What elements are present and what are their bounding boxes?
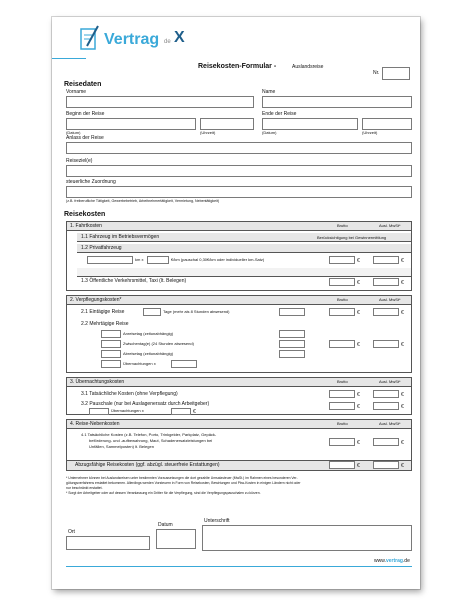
euro-symbol: € (357, 258, 360, 264)
euro-symbol: € (357, 404, 360, 410)
url-prefix: www. (374, 558, 386, 564)
r32-count-field[interactable] (89, 408, 109, 415)
footnote-1: * Unternehmer können bei Auslandsreisen unter bestimmten Voraussetzungen die dort gezahlte Umsatzsteuer (MwSt.) im Rahmen eines besonderen Ver- (66, 476, 298, 480)
ende-label: Ende der Reise (262, 111, 297, 117)
r22-label: 2.2 Mehrtägige Reise (81, 321, 129, 327)
total-brutto-field[interactable] (329, 461, 355, 469)
zwischen-field[interactable] (101, 340, 121, 348)
logo-brand: Vertrag (104, 31, 160, 48)
euro-symbol: € (357, 280, 360, 286)
euro-symbol: € (401, 463, 404, 469)
total-label: Abzugsfähige Reisekosten (ggf. abzügl. steuerfreie Erstattungen) (75, 462, 220, 468)
euro-symbol: € (401, 280, 404, 286)
r41-mwst-field[interactable] (373, 438, 399, 446)
ort-field[interactable] (66, 536, 150, 550)
r41-line3: Unfällen, Sammelposten) lt. Belegen (89, 444, 154, 449)
euro-symbol: € (401, 404, 404, 410)
r12-label: 1.2 Privatfahrzeug (81, 245, 122, 251)
zwischen-amount[interactable] (279, 340, 305, 348)
r21-tage-field[interactable] (143, 308, 161, 316)
logo-rule (52, 58, 86, 59)
zuordnung-hint: (z.B. freiberufliche Tätigkeit, Gewerbebetrieb, Arbeitnehmertätigkeit, Vermietung, Nebentätigkeit) (66, 199, 220, 203)
r12-mwst-field[interactable] (373, 256, 399, 264)
r11-label: 1.1 Fahrzeug im Betriebsvermögen (81, 234, 160, 240)
r13-label: 1.3 Öffentliche Verkehrsmittel, Taxi (lt. Belegen) (81, 278, 187, 284)
euro-symbol: € (357, 392, 360, 398)
r21-mwst-field[interactable] (373, 308, 399, 316)
footer-rule (66, 566, 412, 567)
form-subtitle: Auslandsreise (292, 64, 324, 70)
vorname-label: Vorname (66, 89, 87, 95)
r12-brutto-field[interactable] (329, 256, 355, 264)
logo (78, 24, 188, 60)
r31-mwst-field[interactable] (373, 390, 399, 398)
r13-mwst-field[interactable] (373, 278, 399, 286)
euro-symbol: € (357, 463, 360, 469)
r41-line2: beförderung- und -aufbewahrung, Maut, Schadenersatzleistungen bei (89, 438, 213, 443)
beginn-datum-hint: (Datum) (66, 130, 81, 135)
r32-count-label: Übernachtungen x (111, 408, 144, 413)
col-mwst: Ausl. MwSt* (379, 223, 401, 228)
unterschrift-field[interactable] (202, 525, 412, 551)
beginn-datum-field[interactable] (66, 118, 196, 130)
beginn-uhrzeit-field[interactable] (200, 118, 254, 130)
r21-label: 2.1 Eintägige Reise (81, 309, 125, 315)
r11-note: Berücksichtigung bei Gewinnermittlung (317, 235, 387, 240)
verpflegung-title: 2. Verpflegungskosten* (70, 297, 122, 303)
km-field[interactable] (87, 256, 133, 264)
r31-brutto-field[interactable] (329, 390, 355, 398)
anlass-field[interactable] (66, 142, 412, 154)
ueber-field[interactable] (101, 360, 121, 368)
document-page (52, 17, 420, 589)
km-label: km x (135, 257, 144, 262)
nr-label: Nr. (373, 70, 380, 76)
datum-label: Datum (158, 522, 173, 528)
ende-datum-hint: (Datum) (262, 130, 277, 135)
euro-symbol: € (357, 342, 360, 348)
neben-title: 4. Reise-Nebenkosten (70, 421, 120, 427)
logo-mark-icon: X (174, 29, 185, 46)
r22-mwst-field[interactable] (373, 340, 399, 348)
euro-symbol: € (357, 440, 360, 446)
anreise-label: Anreisetag (zeitunabhängig) (123, 331, 174, 336)
r41-brutto-field[interactable] (329, 438, 355, 446)
fahrt-title: 1. Fahrtkosten (70, 223, 102, 229)
section-uebernachtung (66, 377, 412, 415)
footnote-2: gütungsverfahrens erstattet bekommen. Allerdings werden Vorsteuern in Form von Reisekosten, Bewirtungen und Pkw-Kosten in einigen Ländern nicht oder (66, 481, 301, 485)
vorname-field[interactable] (66, 96, 254, 108)
zuordnung-field[interactable] (66, 186, 412, 198)
r32-brutto-field[interactable] (329, 402, 355, 410)
section-fahrtkosten (66, 221, 412, 291)
footnote-4: * Sorgt der Arbeitgeber oder auf dessen Veranlassung ein Dritter für die Verpflegung, sind die Verpflegungspauschalen zu kürzen. (66, 491, 261, 495)
r22-brutto-field[interactable] (329, 340, 355, 348)
r31-label: 3.1 Tatsächliche Kosten (ohne Verpflegung) (81, 391, 178, 397)
reiseziel-label: Reiseziel(e) (66, 158, 93, 164)
section-nebenkosten (66, 419, 412, 471)
unterschrift-label: Unterschrift (204, 518, 230, 524)
euro-symbol: € (401, 258, 404, 264)
r41-line1: 4.1 Tatsächliche Kosten (z.B. Telefon, Porto, Trinkgelder, Parkplatz, Gepäck- (81, 432, 217, 437)
abreise-amount[interactable] (279, 350, 305, 358)
r21-brutto-field[interactable] (329, 308, 355, 316)
r32-amount-field[interactable] (171, 408, 191, 415)
section-verpflegung (66, 295, 412, 373)
reisekosten-heading: Reisekosten (64, 211, 106, 218)
euro-symbol: € (193, 409, 196, 415)
col-mwst: Ausl. MwSt* (379, 379, 401, 384)
ueber-amount[interactable] (171, 360, 197, 368)
km-rate-label: €/km (pauschal 0,30€/km oder individueller km-Satz) (171, 257, 265, 262)
logo-suffix: de (164, 39, 171, 45)
euro-symbol: € (401, 440, 404, 446)
col-mwst: Ausl. MwSt* (379, 297, 401, 302)
col-brutto: Brutto (337, 223, 348, 228)
col-brutto: Brutto (337, 297, 348, 302)
abreise-label: Abreisetag (zeitunabhängig) (123, 351, 174, 356)
r32-mwst-field[interactable] (373, 402, 399, 410)
euro-symbol: € (401, 392, 404, 398)
euro-symbol: € (401, 310, 404, 316)
zwischen-label: Zwischentag(e) (24 Stunden abwesend) (123, 341, 194, 346)
nr-field[interactable] (382, 67, 410, 80)
anreise-field[interactable] (101, 330, 121, 338)
pen-icon (78, 24, 102, 56)
r21-amount-field[interactable] (279, 308, 305, 316)
anreise-amount[interactable] (279, 330, 305, 338)
row-header (77, 268, 411, 277)
footer-url (374, 559, 410, 564)
section-header (67, 222, 411, 231)
uebernachtung-title: 3. Übernachtungskosten (70, 379, 125, 385)
total-mwst-field[interactable] (373, 461, 399, 469)
r21-tage-label: Tage (mehr als 8 Stunden abwesend) (163, 309, 230, 314)
euro-symbol: € (401, 342, 404, 348)
euro-symbol: € (357, 310, 360, 316)
form-title: Reisekosten-Formular - (198, 63, 277, 70)
datum-field[interactable] (156, 529, 196, 549)
r13-brutto-field[interactable] (329, 278, 355, 286)
beginn-label: Beginn der Reise (66, 111, 105, 117)
url-brand: vertrag (385, 558, 403, 564)
anlass-label: Anlass der Reise (66, 135, 104, 141)
abreise-field[interactable] (101, 350, 121, 358)
reiseziel-field[interactable] (66, 165, 412, 177)
ende-datum-field[interactable] (262, 118, 358, 130)
col-brutto: Brutto (337, 421, 348, 426)
name-field[interactable] (262, 96, 412, 108)
col-mwst: Ausl. MwSt* (379, 421, 401, 426)
ende-uhrzeit-field[interactable] (362, 118, 412, 130)
km-rate-field[interactable] (147, 256, 169, 264)
r32-label: 3.2 Pauschale (nur bei Auslagenersatz durch Arbeitgeber) (81, 401, 210, 407)
reisedaten-heading: Reisedaten (64, 81, 102, 88)
col-brutto: Brutto (337, 379, 348, 384)
name-label: Name (262, 89, 276, 95)
ende-uhrzeit-hint: (Uhrzeit) (362, 130, 378, 135)
footnote-3: nur beschränkt erstattet. (66, 486, 103, 490)
row-header (77, 244, 411, 253)
ort-label: Ort (68, 529, 75, 535)
zuordnung-label: steuerliche Zuordnung (66, 179, 116, 185)
beginn-uhrzeit-hint: (Uhrzeit) (200, 130, 216, 135)
url-suffix: .de (402, 558, 410, 564)
ueber-label: Übernachtungen x (123, 361, 156, 366)
